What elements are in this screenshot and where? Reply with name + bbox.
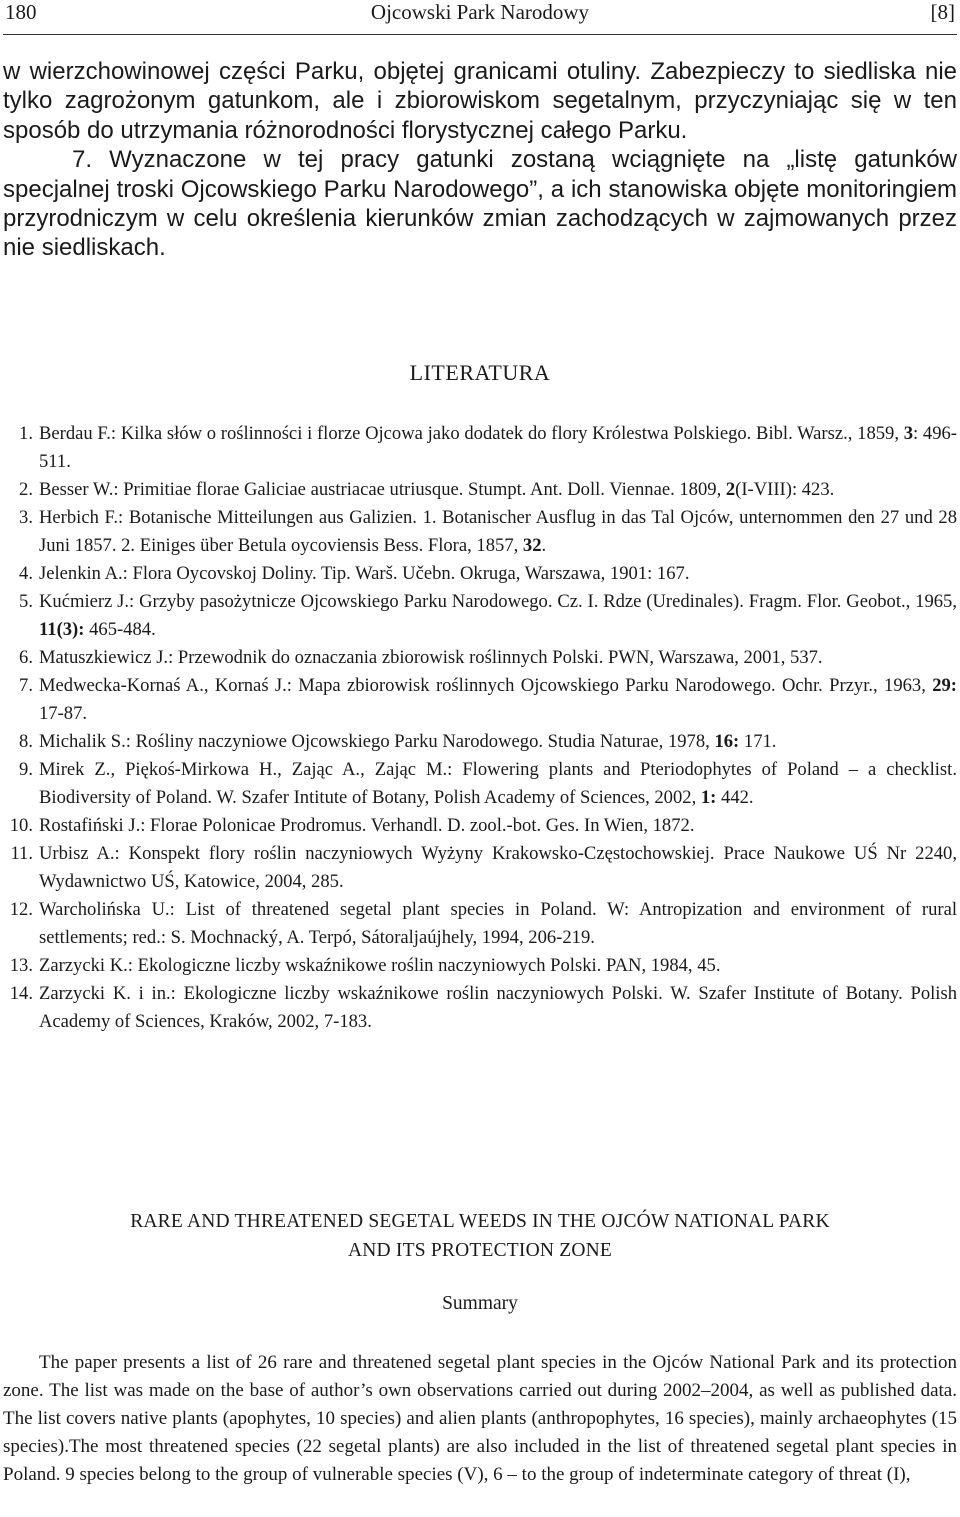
reference-text: Matuszkiewicz J.: Przewodnik do oznaczania zbiorowisk roślinnych Polski. PWN, Warszawa, 2001, 537. [39, 647, 823, 668]
reference-number: 1. [19, 423, 33, 444]
reference-item [3, 672, 957, 728]
paragraph: w wierzchowinowej części Parku, objętej granicami otuliny. Zabezpieczy to siedliska nie tylko zagrożonym gatunkom, ale i zbiorowiskom segetalnym, przyczyniając się w ten sposób do utrzymania różnorodności florystycznej całego Parku. [3, 58, 957, 144]
header-rule [3, 34, 957, 35]
reference-number: 9. [19, 759, 33, 780]
reference-item [3, 952, 957, 980]
reference-number: 2. [19, 479, 33, 500]
reference-pages: : 496-511. [39, 423, 957, 472]
reference-item [3, 420, 957, 476]
reference-number: 8. [19, 731, 33, 752]
body-text [3, 57, 957, 263]
reference-text: Zarzycki K.: Ekologiczne liczby wskaźnikowe roślin naczyniowych Polski. PAN, 1984, 45. [39, 955, 721, 976]
summary-label: Summary [442, 1293, 518, 1314]
reference-item [3, 812, 957, 840]
reference-item [3, 644, 957, 672]
reference-volume: 11(3): [39, 619, 85, 640]
reference-volume: 29: [932, 675, 957, 696]
reference-number: 11. [10, 843, 33, 864]
reference-text: Herbich F.: Botanische Mitteilungen aus Galizien. 1. Botanischer Ausflug in das Tal Ojców, unternommen den 27 und 28 Juni 1857. 2. Einiges über Betula oycoviensis Bess. Flora, 1857, [39, 507, 957, 556]
reference-volume: 2 [725, 479, 736, 500]
page-number: 180 [5, 0, 37, 24]
reference-number: 10. [9, 815, 33, 836]
reference-item [3, 728, 957, 756]
reference-pages: 17-87. [39, 703, 88, 724]
summary-title [0, 1208, 960, 1265]
reference-item [3, 560, 957, 588]
reference-number: 7. [19, 675, 33, 696]
reference-text: Warcholińska U.: List of threatened segetal plant species in Poland. W: Antropization and environment of rural settlements; red.: S. Mochnacký, A. Terpó, Sátoraljaújhely, 1994, 206-219. [39, 899, 957, 948]
reference-pages: . [541, 535, 547, 556]
summary-title-line: AND ITS PROTECTION ZONE [347, 1239, 613, 1261]
reference-number: 14. [9, 983, 33, 1004]
reference-volume: 16: [714, 731, 740, 752]
reference-text: Michalik S.: Rośliny naczyniowe Ojcowskiego Parku Narodowego. Studia Naturae, 1978, [39, 731, 715, 752]
reference-text: Zarzycki K. i in.: Ekologiczne liczby wskaźnikowe roślin naczyniowych Polski. W. Szafer Institute of Botany. Polish Academy of Sciences, Kraków, 2002, 7-183. [39, 983, 957, 1032]
journal-title: Ojcowski Park Narodowy [370, 0, 590, 24]
reference-text: Rostafiński J.: Florae Polonicae Prodromus. Verhandl. D. zool.-bot. Ges. In Wien, 1872. [39, 815, 695, 836]
reference-number: 13. [9, 955, 33, 976]
reference-text: Medwecka-Kornaś A., Kornaś J.: Mapa zbiorowisk roślinnych Ojcowskiego Parku Narodowego. Ochr. Przyr., 1963, [39, 675, 933, 696]
reference-number: 12. [9, 899, 33, 920]
reference-volume: 32 [522, 535, 542, 556]
reference-item [3, 896, 957, 952]
reference-text: Besser W.: Primitiae florae Galiciae austriacae utriusque. Stumpt. Ant. Doll. Viennae. 1809, [39, 479, 726, 500]
running-head [3, 0, 957, 30]
reference-item [3, 756, 957, 812]
reference-volume: 1: [700, 787, 717, 808]
reference-item [3, 980, 957, 1036]
reference-item [3, 504, 957, 560]
reference-pages: (I-VIII): 423. [735, 479, 835, 500]
reference-pages: 442. [716, 787, 754, 808]
reference-number: 4. [19, 563, 33, 584]
reference-list [3, 420, 957, 1036]
reference-text: Jelenkin A.: Flora Oycovskoj Doliny. Tip. Warš. Učebn. Okruga, Warszawa, 1901: 167. [39, 563, 690, 584]
reference-text: Kućmierz J.: Grzyby pasożytnicze Ojcowskiego Parku Narodowego. Cz. I. Rdze (Uredinales). Fragm. Flor. Geobot., 1965, [39, 591, 957, 612]
reference-text: Urbisz A.: Konspekt flory roślin naczyniowych Wyżyny Krakowsko-Częstochowskiej. Prace Naukowe UŚ Nr 2240, Wydawnictwo UŚ, Katowice, 2004, 285. [39, 843, 957, 892]
summary-text: The paper presents a list of 26 rare and threatened segetal plant species in the Ojców National Park and its protection zone. The list was made on the base of author’s own observations carried out during 2002–2004, as well as published data. The list covers native plants (apophytes, 10 species) and alien plants (anthropophytes, 16 species), mainly archaeophytes (15 species).The most threatened species (22 segetal plants) are also included in the list of threatened segetal plant species in Poland. 9 species belong to the group of vulnerable species (V), 6 – to the group of indeterminate category of threat (I), [3, 1352, 957, 1485]
reference-item [3, 840, 957, 896]
paragraph: 7. Wyznaczone w tej pracy gatunki zostaną wciągnięte na „listę gatunków specjalnej troski Ojcowskiego Parku Narodowego”, a ich stanowiska objęte monitoringiem przyrodniczym w celu określenia kierunków zmian zachodzących w zajmowanych przez nie siedliskach. [3, 146, 957, 262]
reference-number: 5. [19, 591, 33, 612]
reference-text: Berdau F.: Kilka słów o roślinności i florze Ojcowa jako dodatek do flory Królestwa Polskiego. Bibl. Warsz., 1859, [39, 423, 904, 444]
summary-title-line: RARE AND THREATENED SEGETAL WEEDS IN THE OJCÓW NATIONAL PARK [130, 1211, 830, 1232]
reference-number: 6. [19, 647, 33, 668]
literature-heading: LITERATURA [409, 360, 551, 385]
reference-number: 3. [19, 507, 33, 528]
reference-item [3, 588, 957, 644]
reference-volume: 3 [903, 423, 914, 444]
reference-pages: 465-484. [84, 619, 156, 640]
reference-text: Mirek Z., Piękoś-Mirkowa H., Zając A., Zając M.: Flowering plants and Pteriodophytes of Poland – a checklist. Biodiversity of Poland. W. Szafer Intitute of Botany, Polish Academy of Sciences, 2002, [39, 759, 957, 808]
reference-item [3, 476, 957, 504]
reference-pages: 171. [739, 731, 777, 752]
section-number: [8] [930, 0, 955, 24]
